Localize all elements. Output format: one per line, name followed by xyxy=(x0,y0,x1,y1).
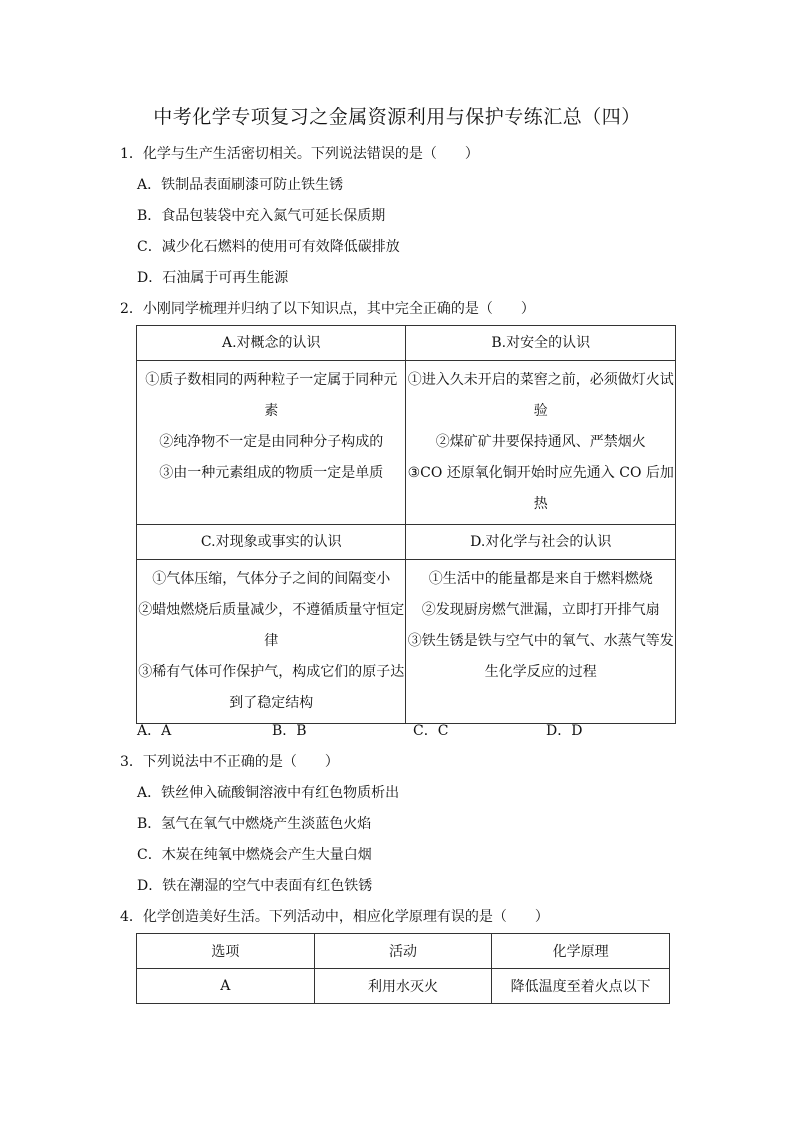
table-header-option: 选项 xyxy=(137,934,315,969)
table-cell-a xyxy=(137,361,406,525)
table-header-d: D.对化学与社会的认识 xyxy=(406,525,676,560)
question-2-table xyxy=(136,325,676,724)
cell-a-line: 素 xyxy=(264,403,279,419)
cell-d-line: ②发现厨房燃气泄漏，立即打开排气扇 xyxy=(421,602,660,618)
question-3-option-a: A．铁丝伸入硫酸铜溶液中有红色物质析出 xyxy=(137,785,400,801)
table-cell-d xyxy=(406,560,676,724)
cell-d-line: 生化学反应的过程 xyxy=(484,664,597,680)
table-header-a: A.对概念的认识 xyxy=(137,326,406,361)
question-2-answer-c: C．C xyxy=(413,723,449,739)
question-4-stem: 4．化学创造美好生活。下列活动中，相应化学原理有误的是（ ） xyxy=(120,909,549,925)
cell-d-line: ①生活中的能量都是来自于燃料燃烧 xyxy=(428,571,653,587)
question-1-stem: 1．化学与生产生活密切相关。下列说法错误的是（ ） xyxy=(120,146,479,162)
cell-a-line: ③由一种元素组成的物质一定是单质 xyxy=(159,465,384,481)
cell-d-line: ③铁生锈是铁与空气中的氧气、水蒸气等发 xyxy=(407,633,674,649)
question-1-option-b: B．食品包装袋中充入氮气可延长保质期 xyxy=(137,208,386,224)
table-header-c: C.对现象或事实的认识 xyxy=(137,525,406,560)
question-4-table xyxy=(136,933,670,1004)
question-2-answer-a: A．A xyxy=(137,723,172,739)
table-header-b: B.对安全的认识 xyxy=(406,326,676,361)
cell-c-line: ①气体压缩，气体分子之间的间隔变小 xyxy=(152,571,391,587)
question-3-stem: 3．下列说法中不正确的是（ ） xyxy=(120,754,339,770)
question-2-answer-b: B．B xyxy=(272,723,307,739)
table-cell-b xyxy=(406,361,676,525)
cell-b-line: ②煤矿矿井要保持通风、严禁烟火 xyxy=(435,434,646,450)
question-1-option-c: C．减少化石燃料的使用可有效降低碳排放 xyxy=(137,239,400,255)
question-3-option-d: D．铁在潮湿的空气中表面有红色铁锈 xyxy=(137,878,373,894)
page-title: 中考化学专项复习之金属资源利用与保护专练汇总（四） xyxy=(153,106,641,128)
question-3-option-c: C．木炭在纯氧中燃烧会产生大量白烟 xyxy=(137,847,372,863)
question-2-answer-d: D．D xyxy=(546,723,583,739)
cell-a-line: ②纯净物不一定是由同种分子构成的 xyxy=(159,434,384,450)
cell-c-line: 到了稳定结构 xyxy=(229,695,314,711)
cell-c-line: ③稀有气体可作保护气，构成它们的原子达 xyxy=(138,664,405,680)
table-cell-option: A xyxy=(137,969,315,1004)
table-cell-c xyxy=(137,560,406,724)
table-header-activity: 活动 xyxy=(314,934,492,969)
cell-c-line: 律 xyxy=(264,633,279,649)
cell-a-line: ①质子数相同的两种粒子一定属于同种元 xyxy=(145,372,398,388)
cell-b-line: 验 xyxy=(533,403,548,419)
cell-b-line: ③CO 还原氧化铜开始时应先通入 CO 后加 xyxy=(407,465,674,481)
cell-c-line: ②蜡烛燃烧后质量减少，不遵循质量守恒定 xyxy=(138,602,405,618)
question-1-option-d: D．石油属于可再生能源 xyxy=(137,270,289,286)
cell-b-line: ①进入久未开启的菜窖之前，必须做灯火试 xyxy=(407,372,674,388)
table-cell-principle: 降低温度至着火点以下 xyxy=(492,969,670,1004)
question-3-option-b: B．氢气在氧气中燃烧产生淡蓝色火焰 xyxy=(137,816,372,832)
table-header-principle: 化学原理 xyxy=(492,934,670,969)
question-2-stem: 2．小刚同学梳理并归纳了以下知识点，其中完全正确的是（ ） xyxy=(120,301,535,317)
table-cell-activity: 利用水灭火 xyxy=(314,969,492,1004)
question-1-option-a: A．铁制品表面刷漆可防止铁生锈 xyxy=(137,177,344,193)
cell-b-line: 热 xyxy=(533,496,548,512)
